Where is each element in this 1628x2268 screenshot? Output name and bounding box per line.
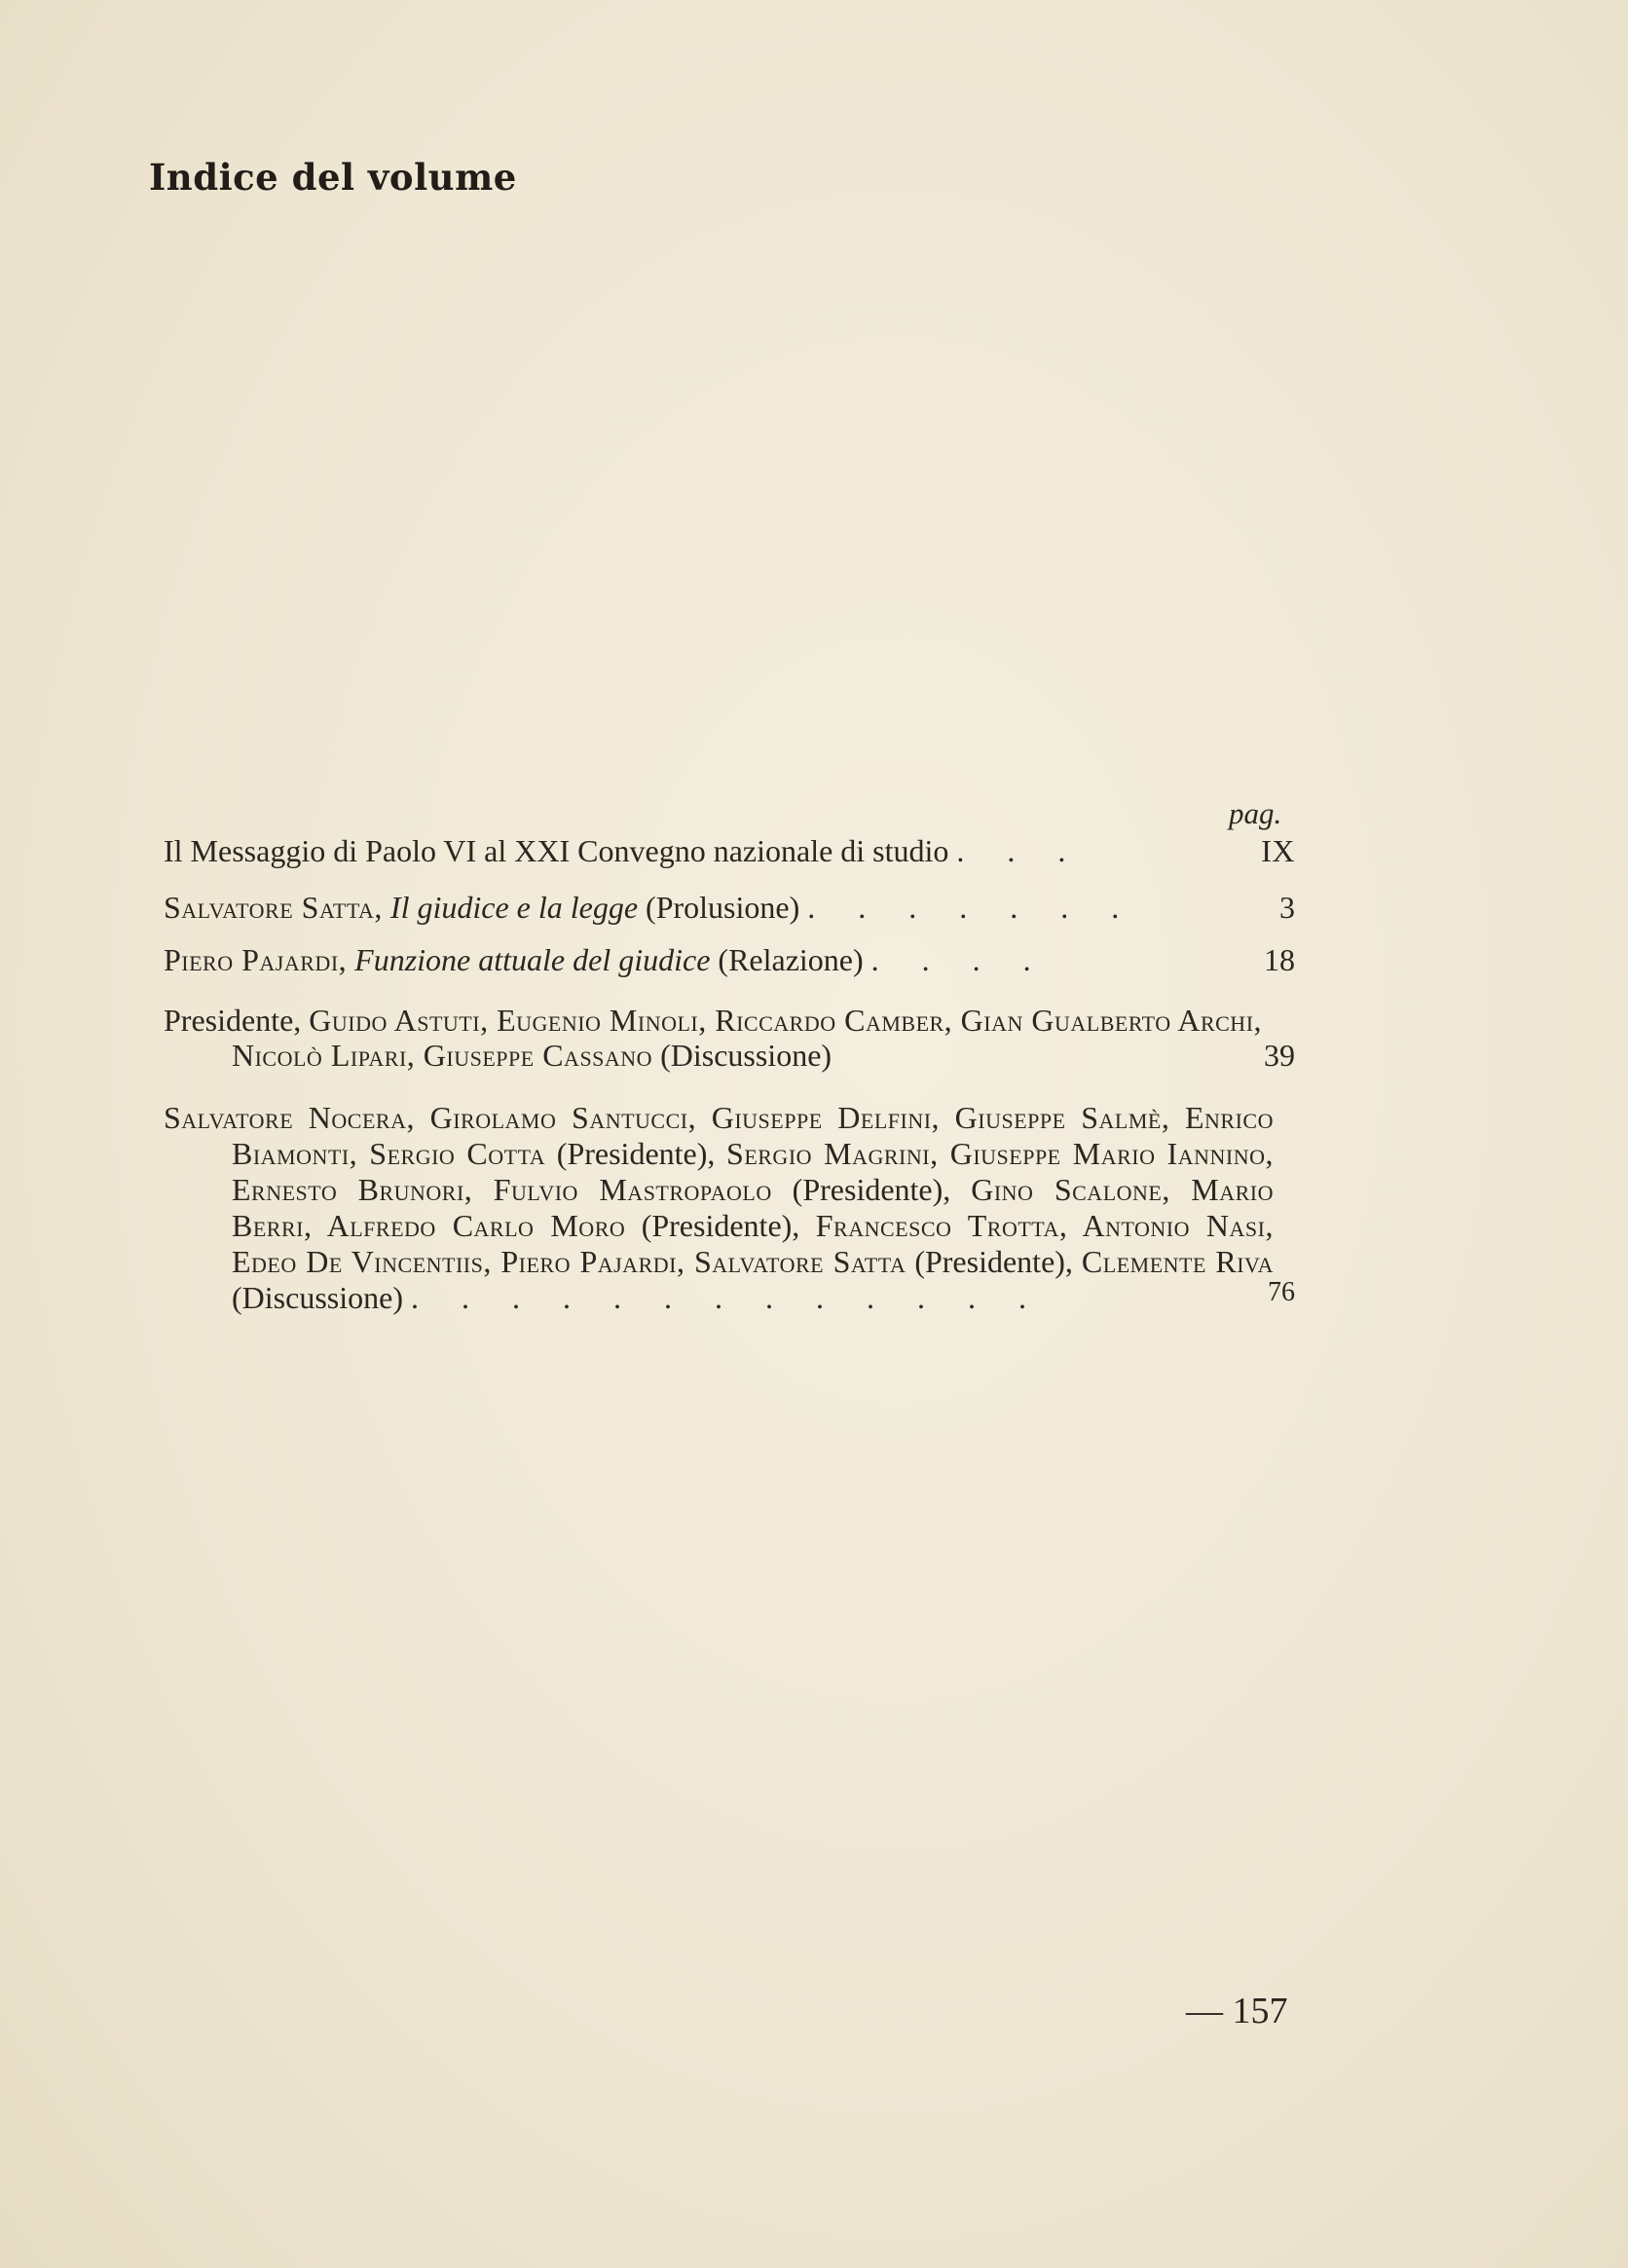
- page-number-value: 76: [1268, 1277, 1295, 1307]
- leader-dots: . . . . . . .: [807, 890, 1137, 925]
- toc-entry-text: [164, 942, 1205, 977]
- entry-authors: Guido Astuti, Eugenio Minoli, Riccardo Camber, Gian Gualberto Archi, Nicolò Lipari, Giuseppe Cassano: [232, 1003, 1263, 1073]
- toc-entry: [164, 833, 1295, 868]
- entry-role: (Presidente),: [641, 1208, 800, 1243]
- entry-role: (Presidente),: [792, 1172, 951, 1207]
- pag-column-label: pag.: [1229, 796, 1282, 830]
- entry-work-title: Funzione attuale del giudice: [354, 942, 711, 977]
- leader-dots: . . . . . . . . . . . . .: [410, 1280, 1044, 1315]
- entry-title: Il Messaggio di Paolo VI al XXI Convegno nazionale di studio: [164, 833, 949, 868]
- entry-note: (Discussione): [660, 1038, 832, 1073]
- entry-authors: Gino Scalone, Mario Berri, Alfredo Carlo Moro: [232, 1172, 1274, 1243]
- entry-note: (Relazione): [718, 942, 864, 977]
- toc-entry-text: [164, 1100, 1274, 1316]
- page-number: 3: [1279, 890, 1295, 925]
- entry-author: Piero Pajardi,: [164, 942, 348, 977]
- entry-authors: Clemente Riva: [1081, 1244, 1274, 1279]
- toc-entry-text: [164, 1003, 1274, 1073]
- entry-author: Salvatore Satta,: [164, 890, 383, 925]
- page-number: 18: [1264, 942, 1295, 977]
- toc-entry-text: [164, 833, 1205, 868]
- page-title: Indice del volume: [149, 156, 517, 199]
- entry-authors: Salvatore Nocera, Girolamo Santucci, Giuseppe Delfini, Giuseppe Salmè, Enrico Biamonti, Sergio Cotta: [164, 1100, 1274, 1171]
- folio-page-number: — 157: [1186, 1991, 1288, 2031]
- entry-lead: Presidente,: [164, 1003, 302, 1038]
- toc-entry-text: [164, 890, 1205, 925]
- toc-entry: [164, 942, 1295, 977]
- leader-dots: . . .: [956, 833, 1084, 868]
- entry-authors: Francesco Trotta, Antonio Nasi, Edeo De Vincentiis, Piero Pajardi, Salvatore Satta: [232, 1208, 1274, 1279]
- table-of-contents: [164, 829, 1295, 1316]
- entry-role: (Presidente),: [556, 1136, 716, 1171]
- entry-work-title: Il giudice e la legge: [389, 890, 639, 925]
- toc-entry: [164, 1100, 1295, 1316]
- entry-note: (Discussione): [232, 1280, 403, 1315]
- page-number: 39: [1264, 1038, 1295, 1073]
- toc-entry: [164, 890, 1295, 925]
- page-number: [1237, 1274, 1295, 1316]
- page-number: IX: [1261, 833, 1295, 868]
- entry-role: (Presidente),: [914, 1244, 1073, 1279]
- entry-authors: Sergio Magrini, Giuseppe Mario Iannino, Ernesto Brunori, Fulvio Mastropaolo: [232, 1136, 1275, 1207]
- leader-dots: . . . .: [870, 942, 1049, 977]
- toc-entry: [164, 1003, 1295, 1073]
- entry-note: (Prolusione): [646, 890, 800, 925]
